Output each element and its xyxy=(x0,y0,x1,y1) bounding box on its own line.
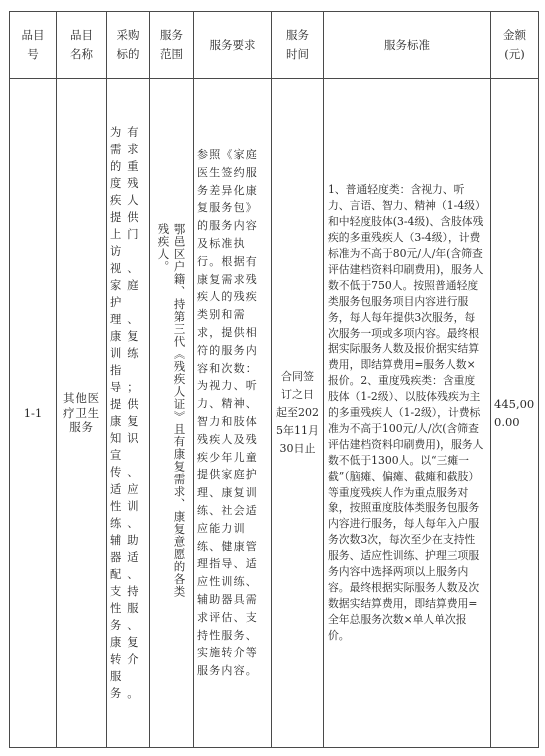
cell-service-standard: 1、普通轻度类：含视力、听力、言语、智力、精神（1-4级）和中轻度肢体(3-4级)、含肢体残疾的多重残疾人（3-4级），计费标准为不高于80元/人/年(含筛查评估建档资料印刷费用)，服务人数不低于750人。按照普通轻度类服务包服务项目内容进行服务，每人每年提供3次服务，每次服务一项或多项内容。最终根据实际服务人数及报价据实结算费用，即结算费用=服务人数×报价。2、重度残疾类：含重度肢体（1-2级）、以肢体残疾为主的多重残疾人（1-2级），计费标准为不高于100元/人/次(含筛查评估建档资料印刷费用)，服务人数不低于1300人。以“三瘫一截”（脑瘫、偏瘫、截瘫和截肢）等重度残疾人作为重点服务对象，按照重度肢体类服务包服务内容进行服务，每人每年入户服务次数3次，每次至少在支持性服务、适应性训练、护理三项服务内容中选择两项以上服务内容。最终根据实际服务人数及次数据实结算费用，即结算费用=全年总服务次数×单人单次报价。 xyxy=(324,79,491,748)
header-item-no: 品目 号 xyxy=(10,12,57,79)
cell-service-scope xyxy=(150,79,194,748)
header-item-name: 品目 名称 xyxy=(57,12,107,79)
cell-item-name: 其他医疗卫生服务 xyxy=(57,79,107,748)
cell-item-no: 1-1 xyxy=(10,79,57,748)
header-row xyxy=(10,12,539,79)
header-service-time: 服务 时间 xyxy=(272,12,324,79)
cell-purchase-target: 为有需求的重度残疾人提供上门访视、家庭护理、康复训练指导；提供康复知识宣传、适应性训练、辅助器适配、支持性服务、康复转介服务。 xyxy=(107,79,150,748)
header-service-standard: 服务标准 xyxy=(324,12,491,79)
header-service-requirements: 服务要求 xyxy=(194,12,272,79)
service-scope-text: 鄂邑区户籍、持第三代《残疾人证》且有康复需求、康复意愿的各类残疾人。 xyxy=(156,223,187,598)
cell-service-time: 合同签订之日起至2025年11月30日止 xyxy=(272,79,324,748)
table-row xyxy=(10,79,539,748)
procurement-table xyxy=(9,11,539,748)
header-purchase-target: 采购 标的 xyxy=(107,12,150,79)
cell-service-requirements: 参照《家庭医生签约服务差异化康复服务包》的服务内容及标准执行。根据有康复需求残疾人的残疾类别和需求，提供相符的服务内容和次数：为视力、听力、精神、智力和肢体残疾人及残疾少年儿童提供家庭护理、康复训练、社会适应能力训练、健康管理指导、适应性训练、辅助器具需求评估、支持性服务、实施转介等服务内容。 xyxy=(194,79,272,748)
cell-amount: 445,000.00 xyxy=(491,79,539,748)
header-service-scope: 服务 范围 xyxy=(150,12,194,79)
header-amount: 金额 (元) xyxy=(491,12,539,79)
